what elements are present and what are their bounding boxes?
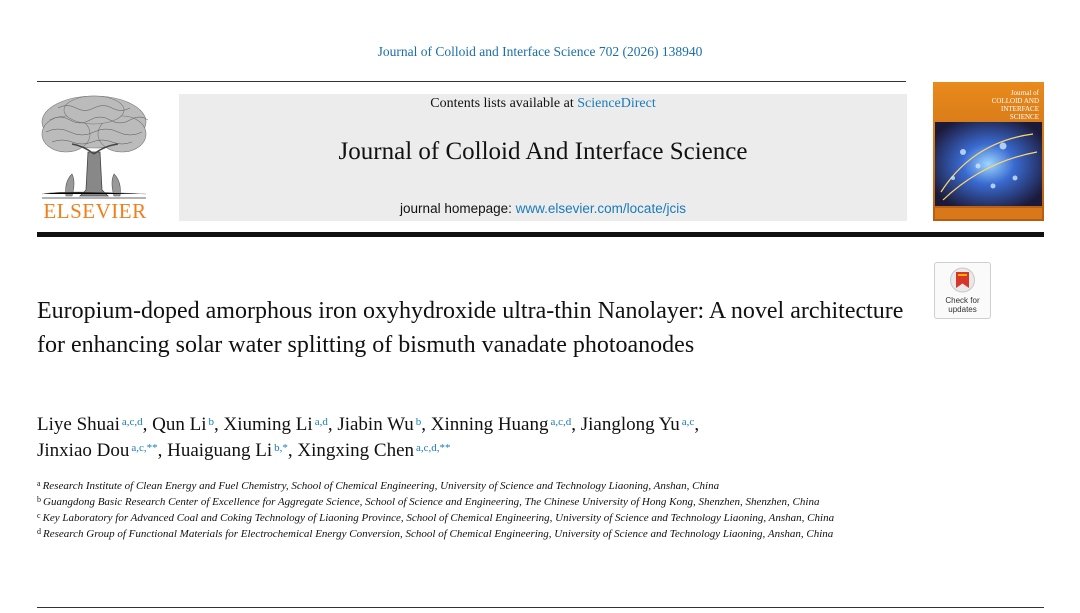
contents-prefix: Contents lists available at [430,96,578,111]
author-name[interactable]: Jiabin Wu [337,414,414,435]
author-separator: , [142,414,153,435]
journal-cover-image[interactable] [933,82,1044,221]
header-divider [37,232,1044,237]
affiliation-mark: c [37,511,41,520]
check-for-updates-button[interactable] [934,262,991,319]
author-name[interactable]: Xingxing Chen [297,440,415,461]
author-separator: , [287,440,298,461]
cover-title-line-1: Journal of [1010,89,1039,97]
cover-title-line-4: SCIENCE [1009,113,1039,121]
author-affiliation-marks[interactable]: b [208,416,214,428]
affiliation-mark: d [37,527,41,536]
article-title: Europium-doped amorphous iron oxyhydroxide ultra-thin Nanolayer: A novel architecture for enhancing solar water splitting of bismuth vanadate photoanodes [37,298,904,358]
author-affiliation-marks[interactable]: b [415,416,422,428]
author-separator: , [327,414,338,435]
author-name[interactable]: Huaiguang Li [167,440,273,461]
author-affiliation-marks[interactable]: a,d [314,416,328,428]
author-name[interactable]: Qun Li [152,414,207,435]
check-updates-text [935,296,990,314]
affiliation-mark: a [37,479,41,488]
author-affiliation-marks[interactable]: a,c,d [121,416,143,428]
author-affiliation-marks[interactable]: a,c [681,416,695,428]
affiliation-item [37,510,917,526]
author-name[interactable]: Jianglong Yu [580,414,680,435]
author-affiliation-marks[interactable]: a,c,** [131,442,158,454]
journal-header-box [179,94,907,221]
affiliation-text: Research Institute of Clean Energy and Fuel Chemistry, School of Chemical Engineering, University of Science and Technology Liaoning, Anshan, China [42,480,720,492]
journal-citation[interactable]: Journal of Colloid and Interface Science 702 (2026) 138940 [377,44,703,59]
author-separator: , [157,440,168,461]
affiliation-list [37,478,917,542]
author-name[interactable]: Liye Shuai [37,414,120,435]
bottom-divider [37,607,1044,608]
author-separator: , [213,414,224,435]
top-divider [37,81,906,82]
contents-line [179,96,907,112]
homepage-prefix: journal homepage: [400,201,516,216]
author-affiliation-marks[interactable]: a,c,d,** [416,442,451,454]
affiliation-mark: b [37,495,41,504]
affiliation-item [37,526,917,542]
check-updates-line-1: Check for [945,296,980,305]
affiliation-text: Research Group of Functional Materials for Electrochemical Energy Conversion, School of Chemical Engineering, University of Science and Technology Liaoning, Anshan, China [43,528,834,540]
author-affiliation-marks[interactable]: b,* [274,442,288,454]
check-updates-line-2: updates [948,305,977,314]
author-name[interactable]: Jinxiao Dou [37,440,130,461]
cover-title-line-3: INTERFACE [1001,105,1039,113]
affiliation-text: Guangdong Basic Research Center of Excellence for Aggregate Science, School of Science and Engineering, The Chinese University of Hong Kong, Shenzhen, Shenzhen, China [43,496,820,508]
check-updates-icon [935,263,990,297]
affiliation-text: Key Laboratory for Advanced Coal and Coking Technology of Liaoning Province, School of Chemical Engineering, University of Science and Technology Liaoning, Anshan, China [42,512,835,524]
journal-name: Journal of Colloid And Interface Science [338,138,748,165]
author-separator: , [571,414,581,435]
affiliation-item [37,478,917,494]
author-affiliation-marks[interactable]: a,c,d [550,416,572,428]
affiliation-item [37,494,917,510]
author-name[interactable]: Xiuming Li [223,414,313,435]
sciencedirect-link[interactable]: ScienceDirect [577,96,656,111]
author-separator: , [421,414,431,435]
cover-title-line-2: COLLOID AND [991,97,1039,105]
author-name[interactable]: Xinning Huang [430,414,549,435]
author-separator: , [694,414,700,435]
elsevier-wordmark: ELSEVIER [43,199,147,223]
homepage-line [179,201,907,216]
author-list [37,412,937,464]
homepage-link[interactable]: www.elsevier.com/locate/jcis [515,201,686,216]
